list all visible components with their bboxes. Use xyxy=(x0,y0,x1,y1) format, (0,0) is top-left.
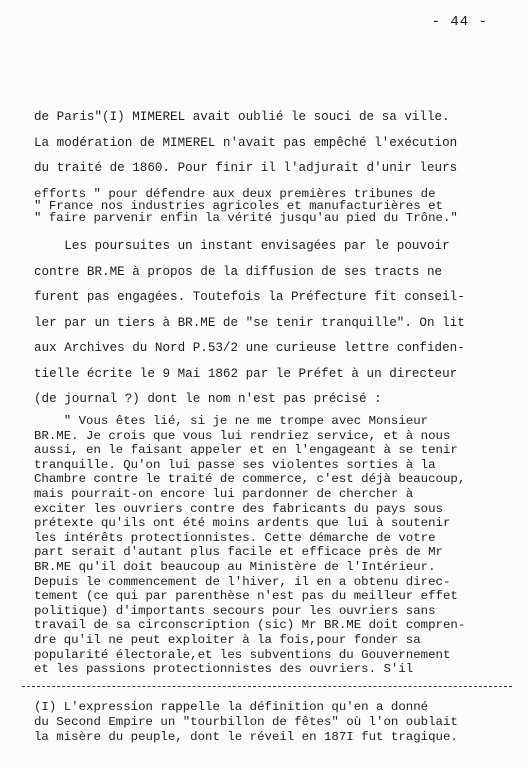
text-line: " France nos industries agricoles et manufacturières et xyxy=(34,199,443,213)
text-line: dre qu'il ne peut exploiter à la fois,pour fonder sa xyxy=(34,632,421,647)
text-line: politique) d'importants secours pour les ouvriers sans xyxy=(34,603,436,618)
text-line: (I) L'expression rappelle la définition qu'en a donné xyxy=(34,700,429,714)
text-line: tranquille. Qu'on lui passe ses violentes sorties à la xyxy=(34,457,436,472)
text-line: aux Archives du Nord P.53/2 une curieuse lettre confiden- xyxy=(34,341,465,355)
text-line: La modération de MIMEREL n'avait pas empêché l'exécution xyxy=(34,135,458,150)
text-line: BR.ME qu'il doit beaucoup au Ministère de l'Intérieur. xyxy=(34,559,436,574)
text-line: part serait d'autant plus facile et efficace près de Mr xyxy=(34,545,443,560)
footnote-divider xyxy=(22,686,512,687)
text-line: exciter les ouvriers contre des fabricants du pays sous xyxy=(34,501,443,516)
paragraph-poursuites xyxy=(34,234,504,413)
text-line: efforts " pour défendre aux deux premières tribunes de xyxy=(34,187,436,201)
text-line: furent pas engagées. Toutefois la Préfecture fit conseil- xyxy=(34,290,465,304)
text-line: tement (ce qui par parenthèse n'est pas du meilleur effet xyxy=(34,589,458,604)
text-line: prétexte qu'ils ont été moins ardents que lui à soutenir xyxy=(34,516,451,531)
text-line: et les passions protectionnistes des ouvriers. S'il xyxy=(34,662,414,677)
text-line: la misère du peuple, dont le réveil en 187I fut tragique. xyxy=(34,730,458,744)
text-line: mais pourrait-on encore lui pardonner de chercher à xyxy=(34,486,414,501)
page-number: - 44 - xyxy=(431,14,488,30)
paragraph-intro xyxy=(34,105,504,182)
text-line: du traité de 1860. Pour finir il l'adjurait d'unir leurs xyxy=(34,161,458,175)
footnote xyxy=(34,700,504,745)
text-line: contre BR.ME à propos de la diffusion de ses tracts ne xyxy=(34,264,443,279)
text-line: " faire parvenir enfin la vérité jusqu'au pied du Trône." xyxy=(34,211,458,225)
text-line: de Paris"(I) MIMEREL avait oublié le souci de sa ville. xyxy=(34,110,450,124)
text-line: Depuis le commencement de l'hiver, il en a obtenu direc- xyxy=(34,574,451,589)
text-line: (de journal ?) dont le nom n'est pas précisé : xyxy=(34,392,382,406)
paragraph-intro-quote xyxy=(34,188,504,224)
text-line: ler par un tiers à BR.ME de "se tenir tranquille". On lit xyxy=(34,315,465,330)
text-line: " Vous êtes lié, si je ne me trompe avec Monsieur xyxy=(34,414,429,428)
text-line: Chambre contre le traité de commerce, c'est déjà beaucoup, xyxy=(34,472,466,487)
text-line: aussi, en le faisant appeler et en l'engageant à se tenir xyxy=(34,443,458,458)
text-line: Les poursuites un instant envisagées par le pouvoir xyxy=(34,239,450,253)
text-line: BR.ME. Je crois que vous lui rendriez service, et à nous xyxy=(34,428,451,443)
text-line: les intérêts protectionnistes. Cette démarche de votre xyxy=(34,530,436,545)
text-line: tielle écrite le 9 Mai 1862 par le Préfet à un directeur xyxy=(34,366,458,381)
text-line: travail de sa circonscription (sic) Mr BR.ME doit compren- xyxy=(34,618,466,633)
text-line: du Second Empire un "tourbillon de fêtes" où l'on oublait xyxy=(34,715,458,729)
text-line: popularité électorale,et les subventions du Gouvernement xyxy=(34,647,451,662)
prefect-letter-quote xyxy=(34,414,504,677)
